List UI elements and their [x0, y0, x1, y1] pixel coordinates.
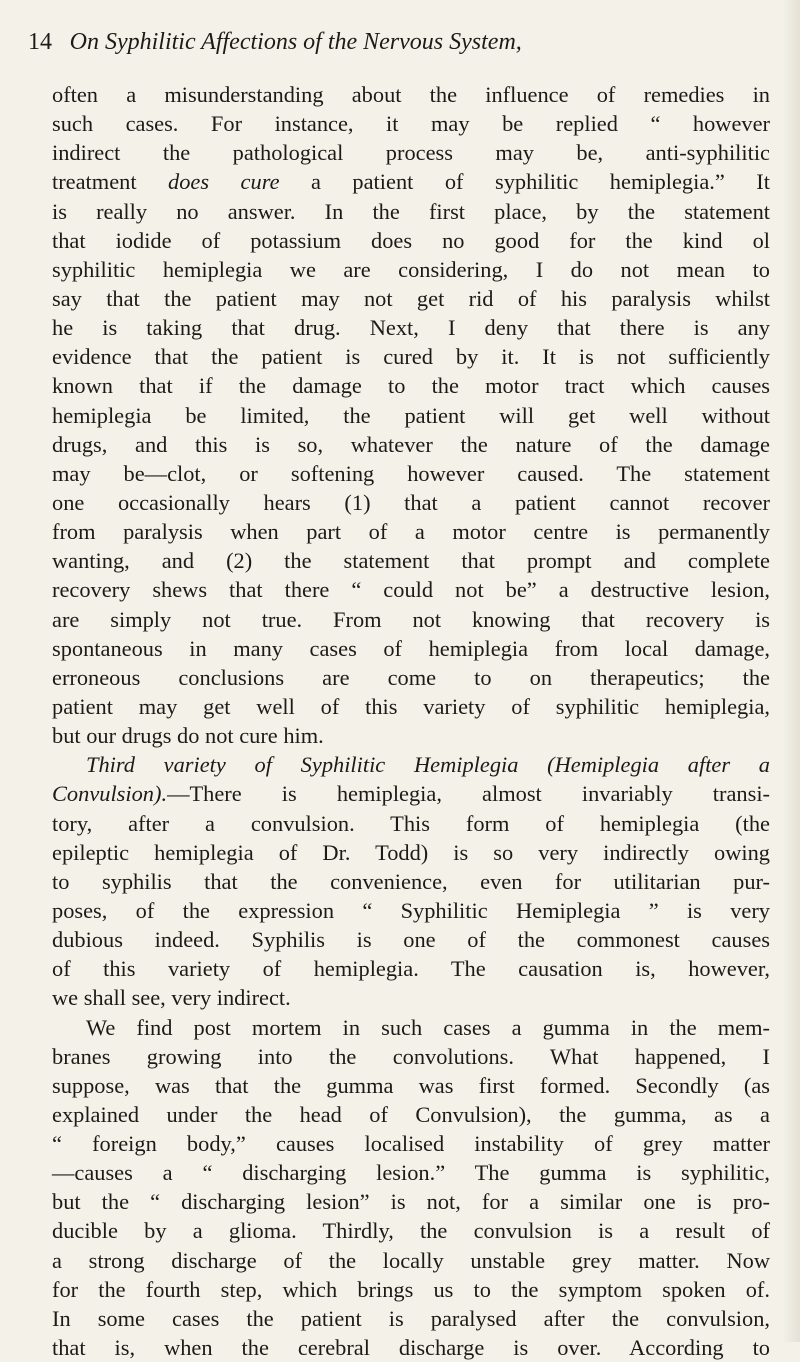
text-run: —causes a “ discharging lesion.” The gumma is syphilitic,: [52, 1160, 770, 1186]
text-line: [52, 1013, 770, 1042]
text-run: explained under the head of Convulsion), the gumma, as a: [52, 1101, 770, 1127]
text-run: such cases. For instance, it may be replied “ however: [52, 111, 770, 137]
text-line: [52, 954, 770, 983]
text-run: from paralysis when part of a motor centre is permanently: [52, 519, 770, 545]
text-line: [52, 197, 770, 226]
text-line: [52, 1304, 770, 1333]
text-run: a patient of syphilitic hemiplegia.” It: [279, 169, 770, 195]
text-run: we shall see, very indirect.: [52, 985, 291, 1011]
page-edge-shadow: [782, 0, 800, 1342]
text-line: [52, 138, 770, 167]
text-run: that iodide of potassium does no good for the kind ol: [52, 227, 770, 253]
text-line: [52, 663, 770, 692]
text-line: [52, 1042, 770, 1071]
text-line: [52, 1158, 770, 1187]
text-run: but the “ discharging lesion” is not, for a similar one is pro-: [52, 1189, 770, 1215]
text-run: —There is hemiplegia, almost invariably transi-: [167, 781, 770, 807]
text-line: [52, 255, 770, 284]
text-run: known that if the damage to the motor tract which causes: [52, 373, 770, 399]
text-run: that is, when the cerebral discharge is over. According to: [52, 1335, 770, 1361]
text-run: poses, of the expression “ Syphilitic Hemiplegia ” is very: [52, 897, 770, 923]
text-run: branes growing into the convolutions. What happened, I: [52, 1043, 770, 1069]
text-line: [52, 430, 770, 459]
text-run: indirect the pathological process may be, anti-syphilitic: [52, 140, 770, 166]
text-line: [52, 109, 770, 138]
text-run: recovery shews that there “ could not be” a destructive lesion,: [52, 577, 770, 603]
text-line: [52, 371, 770, 400]
italic-text-run: Convulsion).: [52, 781, 168, 807]
text-line: [52, 605, 770, 634]
page-number: 14: [28, 29, 52, 55]
text-line: [52, 1333, 770, 1362]
text-line: [52, 896, 770, 925]
text-line: [52, 867, 770, 896]
text-run: one occasionally hears (1) that a patient cannot recover: [52, 489, 770, 515]
text-line: [52, 1216, 770, 1245]
text-line: [52, 809, 770, 838]
body-text: [52, 80, 770, 1362]
running-header: [28, 26, 788, 57]
text-run: In some cases the patient is paralysed after the convulsion,: [52, 1305, 770, 1331]
text-run: say that the patient may not get rid of his paralysis whilst: [52, 285, 770, 311]
text-line: [52, 226, 770, 255]
text-line: [52, 546, 770, 575]
text-run: may be—clot, or softening however caused. The statement: [52, 460, 770, 486]
text-run: ducible by a glioma. Thirdly, the convulsion is a result of: [52, 1218, 770, 1244]
text-line: [52, 284, 770, 313]
running-title: On Syphilitic Affections of the Nervous System,: [69, 29, 522, 55]
text-run: We find post mortem in such cases a gumma in the mem-: [86, 1014, 770, 1040]
text-line: [52, 1187, 770, 1216]
text-run: hemiplegia be limited, the patient will get well without: [52, 402, 770, 428]
text-line: [52, 313, 770, 342]
text-run: but our drugs do not cure him.: [52, 723, 324, 749]
text-run: erroneous conclusions are come to on therapeutics; the: [52, 664, 770, 690]
text-line: [52, 634, 770, 663]
text-line: [52, 1275, 770, 1304]
text-run: dubious indeed. Syphilis is one of the commonest causes: [52, 927, 770, 953]
text-line: [52, 925, 770, 954]
text-line: [52, 779, 770, 808]
text-run: for the fourth step, which brings us to the symptom spoken of.: [52, 1276, 770, 1302]
text-run: wanting, and (2) the statement that prompt and complete: [52, 548, 770, 574]
text-run: patient may get well of this variety of syphilitic hemiplegia,: [52, 693, 770, 719]
text-run: of this variety of hemiplegia. The causation is, however,: [52, 956, 770, 982]
text-line: [52, 1246, 770, 1275]
text-run: are simply not true. From not knowing that recovery is: [52, 606, 770, 632]
text-run: epileptic hemiplegia of Dr. Todd) is so very indirectly owing: [52, 839, 770, 865]
text-run: treatment: [52, 169, 169, 195]
text-run: is really no answer. In the first place, by the statement: [52, 198, 770, 224]
text-run: spontaneous in many cases of hemiplegia from local damage,: [52, 635, 770, 661]
text-run: he is taking that drug. Next, I deny that there is any: [52, 315, 770, 341]
text-run: tory, after a convulsion. This form of hemiplegia (the: [52, 810, 770, 836]
text-line: [52, 838, 770, 867]
text-line: [52, 983, 770, 1012]
text-line: [52, 1071, 770, 1100]
text-line: [52, 459, 770, 488]
text-line: [52, 1100, 770, 1129]
text-run: evidence that the patient is cured by it. It is not sufficiently: [52, 344, 770, 370]
text-line: [52, 750, 770, 779]
text-run: a strong discharge of the locally unstable grey matter. Now: [52, 1247, 770, 1273]
text-line: [52, 692, 770, 721]
text-line: [52, 401, 770, 430]
text-run: often a misunderstanding about the influence of remedies in: [52, 82, 770, 107]
italic-text-run: Third variety of Syphilitic Hemiplegia (Hemiplegia after a: [86, 752, 770, 778]
text-line: [52, 721, 770, 750]
text-run: drugs, and this is so, whatever the nature of the damage: [52, 431, 770, 457]
text-run: to syphilis that the convenience, even for utilitarian pur-: [52, 868, 770, 894]
text-run: suppose, was that the gumma was first formed. Secondly (as: [52, 1072, 770, 1098]
text-run: “ foreign body,” causes localised instability of grey matter: [52, 1131, 770, 1157]
text-line: [52, 575, 770, 604]
text-line: [52, 167, 770, 196]
text-line: [52, 517, 770, 546]
text-line: [52, 80, 770, 109]
text-line: [52, 488, 770, 517]
italic-text-run: does cure: [168, 169, 280, 195]
text-run: syphilitic hemiplegia we are considering, I do not mean to: [52, 256, 770, 282]
text-line: [52, 342, 770, 371]
text-line: [52, 1129, 770, 1158]
